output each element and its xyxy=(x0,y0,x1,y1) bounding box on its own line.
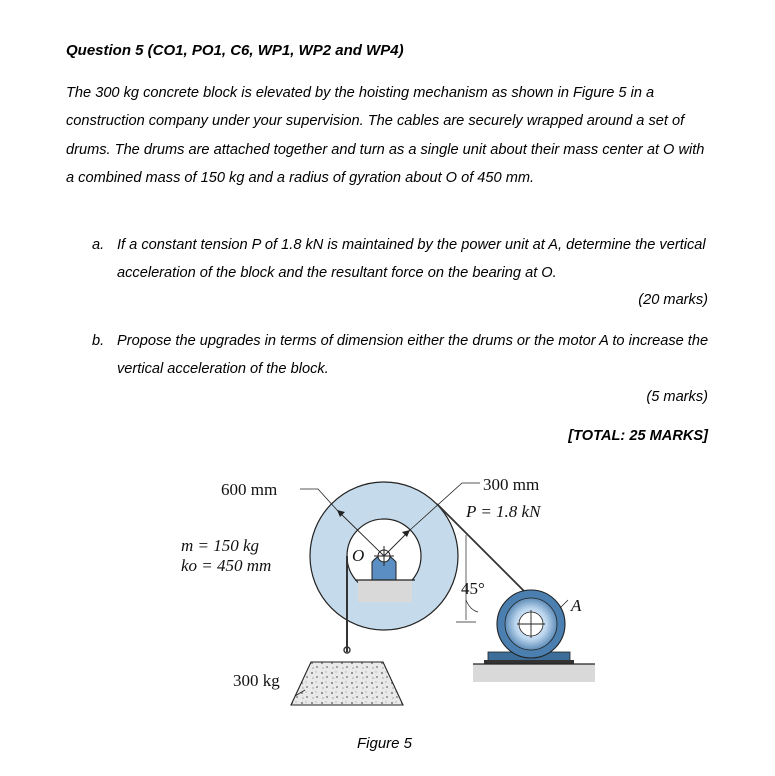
part-a-label: a. xyxy=(92,237,105,253)
label-outer-radius: 600 mm xyxy=(221,480,278,499)
part-a-marks: (20 marks) xyxy=(638,292,708,308)
part-b-label: b. xyxy=(92,333,105,349)
motor-ground xyxy=(473,664,595,682)
figure-caption: Figure 5 xyxy=(357,735,413,752)
part-b-marks: (5 marks) xyxy=(646,389,708,405)
part-b-text: Propose the upgrades in terms of dimension either the drums or the motor A to increase the vertical acceleration of the block. xyxy=(117,333,709,377)
label-inner-radius: 300 mm xyxy=(483,475,540,494)
label-center-o: O xyxy=(352,546,365,565)
support-ground xyxy=(358,580,412,602)
label-gyration: ko = 450 mm xyxy=(181,556,272,575)
label-motor-a: A xyxy=(571,596,582,615)
total-marks: [TOTAL: 25 MARKS] xyxy=(568,428,708,444)
part-a-text: If a constant tension P of 1.8 kN is maintained by the power unit at A, determine the vertical acceleration of the block and the resultant force on the bearing at O. xyxy=(117,237,706,281)
label-angle: 45° xyxy=(461,579,485,598)
label-mass: m = 150 kg xyxy=(181,536,260,555)
question-intro: The 300 kg concrete block is elevated by the hoisting mechanism as shown in Figure 5 in a construction company under your supervision. The cables are securely wrapped around a set of drums. The drums are attached together and turn as a single unit about their mass center at O with a combined mass of 150 kg and a radius of gyration about O of 450 mm. xyxy=(66,85,705,187)
label-block-mass: 300 kg xyxy=(233,671,280,690)
label-tension: P = 1.8 kN xyxy=(466,502,541,521)
question-title: Question 5 (CO1, PO1, C6, WP1, WP2 and WP4) xyxy=(66,42,404,59)
concrete-block xyxy=(291,662,403,705)
